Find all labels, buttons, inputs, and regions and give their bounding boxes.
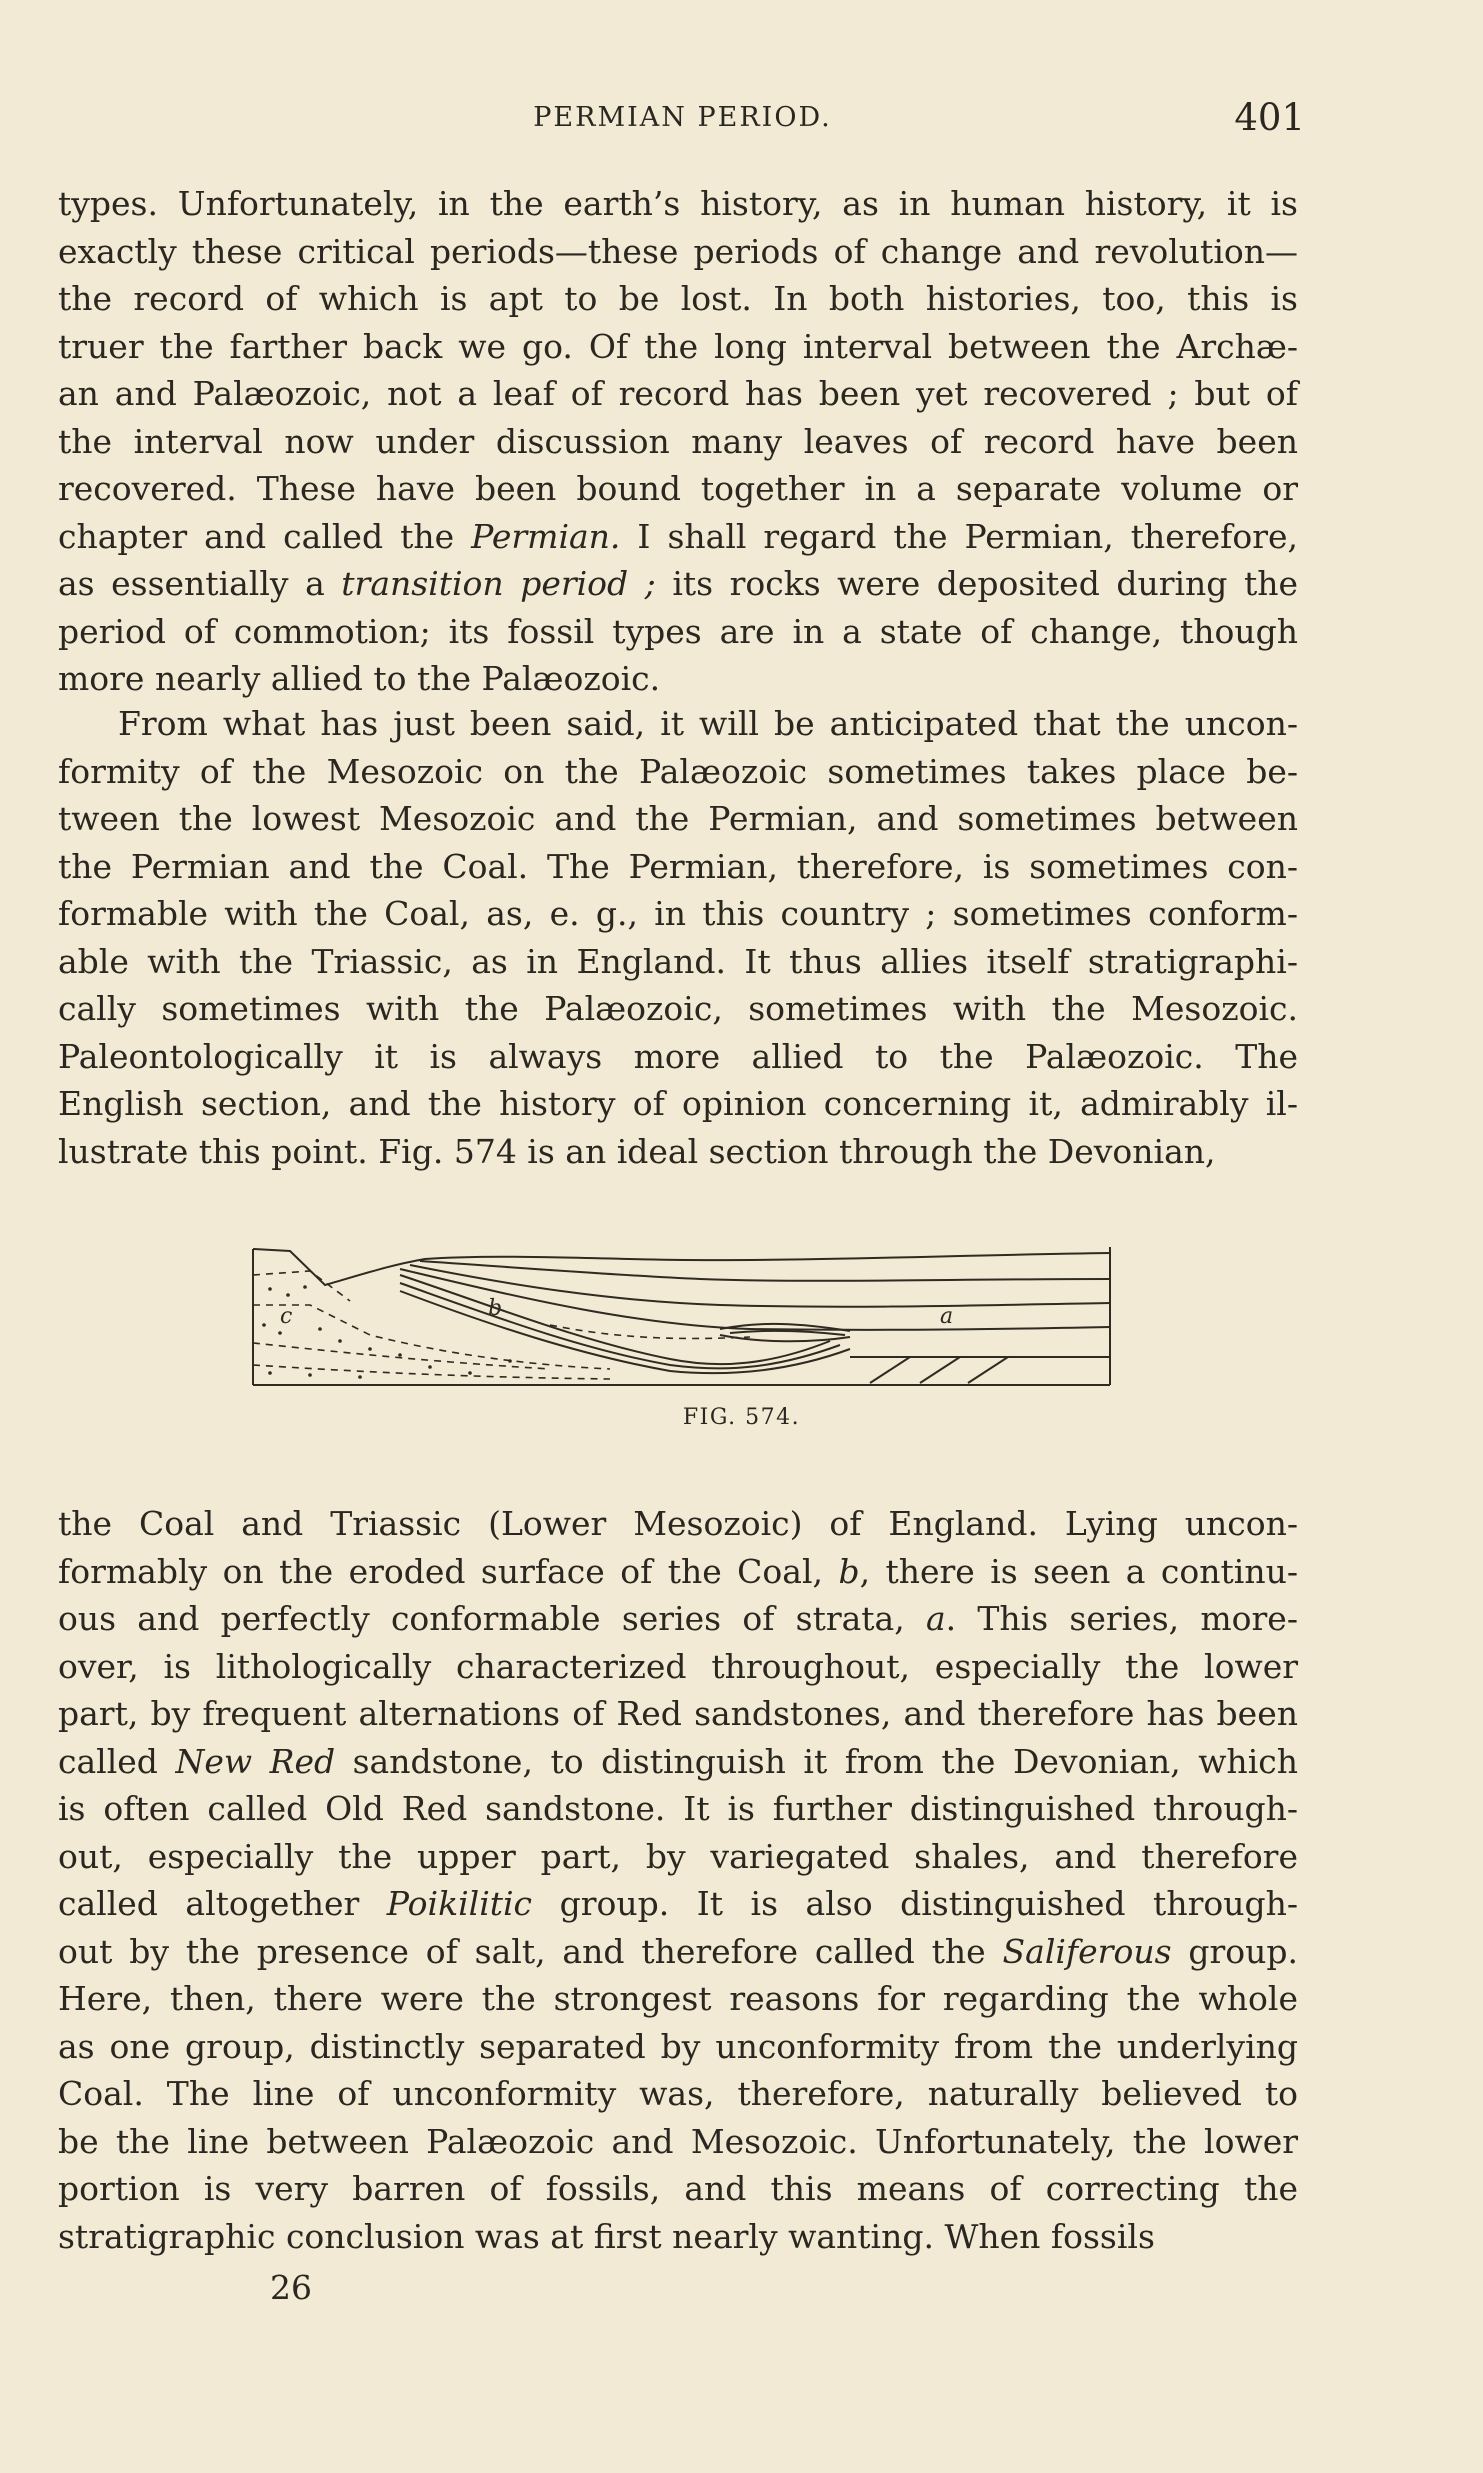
figure-574-section-diagram xyxy=(250,1245,1120,1395)
running-head: PERMIAN PERIOD. xyxy=(533,102,832,133)
text-line: formable with the Coal, as, e. g., in this country ; sometimes conform- xyxy=(58,894,1298,933)
coal-lens-3 xyxy=(730,1331,845,1335)
stratum-a-2 xyxy=(410,1265,1110,1307)
stratum-a-1 xyxy=(420,1261,1110,1281)
text-line: the record of which is apt to be lost. In both histories, too, this is xyxy=(58,279,1298,318)
text-line: From what has just been said, it will be anticipated that the uncon- xyxy=(118,704,1298,743)
text-line: is often called Old Red sandstone. It is further distinguished through- xyxy=(58,1789,1298,1828)
text-line: over, is lithologically characterized throughout, especially the lower xyxy=(58,1646,1298,1686)
figure-caption: FIG. 574. xyxy=(682,1405,801,1430)
label-b: b xyxy=(488,1296,503,1321)
line-text: . This series, more- xyxy=(945,1599,1298,1638)
text-line: types. Unfortunately, in the earth’s history, as in human history, it is xyxy=(58,184,1298,223)
devonian-dashed-1 xyxy=(253,1271,350,1301)
text-line xyxy=(58,1880,1298,1928)
italic-term: New Red xyxy=(175,1741,336,1781)
text-line: be the line between Palæozoic and Mesozoic. Unfortunately, the lower xyxy=(58,2121,1298,2161)
coal-lens-2 xyxy=(720,1335,850,1341)
text-line: Paleontologically it is always more allied to the Palæozoic. The xyxy=(58,1036,1298,1076)
line-text: , there is seen a continu- xyxy=(859,1551,1298,1591)
signature-mark: 26 xyxy=(270,2268,312,2307)
text-line: stratigraphic conclusion was at first nearly wanting. When fossils xyxy=(58,2216,1155,2256)
text-line: Here, then, there were the strongest reasons for regarding the whole xyxy=(58,1979,1298,2018)
label-c: c xyxy=(280,1304,293,1329)
sandstone-dots xyxy=(262,1285,512,1379)
paragraph-3 xyxy=(58,1500,1298,2260)
text-line: out, especially the upper part, by variegated shales, and therefore xyxy=(58,1836,1298,1876)
page-header xyxy=(60,96,1305,146)
text-line: the Permian and the Coal. The Permian, therefore, is sometimes con- xyxy=(58,846,1298,886)
line-text: called xyxy=(58,1741,176,1781)
text-line: able with the Triassic, as in England. It thus allies itself stratigraphi- xyxy=(58,941,1298,981)
page-number: 401 xyxy=(1234,96,1305,139)
line-text: its rocks were deposited during the xyxy=(655,564,1298,603)
text-line: truer the farther back we go. Of the long interval between the Archæ- xyxy=(58,326,1298,366)
text-line xyxy=(58,1738,1298,1786)
italic-term: Permian. xyxy=(471,516,621,556)
italic-term: a xyxy=(925,1599,946,1638)
paragraph-1 xyxy=(58,180,1298,703)
line-text: formably on the eroded surface of the Coal, xyxy=(58,1551,839,1591)
text-line xyxy=(58,1928,1298,1976)
line-text: group. It is also distinguished through- xyxy=(532,1884,1298,1923)
devonian-dashed-3 xyxy=(253,1343,550,1369)
text-line: more nearly allied to the Palæozoic. xyxy=(58,659,661,698)
devonian-bed-1 xyxy=(870,1357,910,1383)
coal-layer-2 xyxy=(400,1283,840,1368)
text-line: as one group, distinctly separated by unconformity from the underlying xyxy=(58,2026,1298,2066)
devonian-bed-3 xyxy=(968,1357,1008,1383)
text-line xyxy=(58,560,1298,608)
label-a: a xyxy=(940,1304,954,1329)
paragraph-2 xyxy=(58,700,1298,1175)
text-line: formity of the Mesozoic on the Palæozoic sometimes takes place be- xyxy=(58,751,1298,791)
text-line: part, by frequent alternations of Red sandstones, and therefore has been xyxy=(58,1694,1298,1733)
text-line: portion is very barren of fossils, and this means of correcting the xyxy=(58,2169,1298,2208)
text-line xyxy=(58,1595,1298,1643)
text-line: the Coal and Triassic (Lower Mesozoic) of England. Lying uncon- xyxy=(58,1504,1298,1543)
line-text: out by the presence of salt, and therefore called the xyxy=(58,1931,1003,1971)
line-text: group. xyxy=(1171,1931,1298,1971)
line-text: called altogether xyxy=(58,1884,387,1923)
text-line xyxy=(58,513,1298,561)
text-line xyxy=(58,1548,1298,1596)
text-line: tween the lowest Mesozoic and the Permian, and sometimes between xyxy=(58,799,1298,838)
line-text: I shall regard the Permian, therefore, xyxy=(620,516,1298,556)
geological-section-svg xyxy=(250,1245,1120,1395)
text-line: an and Palæozoic, not a leaf of record has been yet recovered ; but of xyxy=(58,374,1298,413)
italic-term: Poikilitic xyxy=(386,1884,533,1923)
text-line: recovered. These have been bound together in a separate volume or xyxy=(58,469,1298,508)
text-line: the interval now under discussion many leaves of record have been xyxy=(58,421,1298,461)
italic-term: transition period ; xyxy=(341,564,656,603)
line-text: ous and perfectly conformable series of strata, xyxy=(58,1599,926,1638)
text-line: period of commotion; its fossil types are in a state of change, though xyxy=(58,611,1298,651)
text-line: Coal. The line of unconformity was, therefore, naturally believed to xyxy=(58,2074,1298,2113)
coal-layer-1 xyxy=(400,1275,830,1364)
line-text: sandstone, to distinguish it from the Devonian, which xyxy=(335,1741,1298,1781)
line-text: chapter and called the xyxy=(58,516,472,556)
line-text: as essentially a xyxy=(58,564,342,603)
text-line: English section, and the history of opinion concerning it, admirably il- xyxy=(58,1084,1298,1123)
italic-term: Saliferous xyxy=(1002,1931,1172,1971)
text-line: lustrate this point. Fig. 574 is an ideal section through the Devonian, xyxy=(58,1131,1216,1171)
text-line: cally sometimes with the Palæozoic, sometimes with the Mesozoic. xyxy=(58,989,1298,1028)
italic-term: b xyxy=(838,1551,860,1591)
text-line: exactly these critical periods—these periods of change and revolution— xyxy=(58,231,1298,271)
devonian-bed-2 xyxy=(920,1357,960,1383)
